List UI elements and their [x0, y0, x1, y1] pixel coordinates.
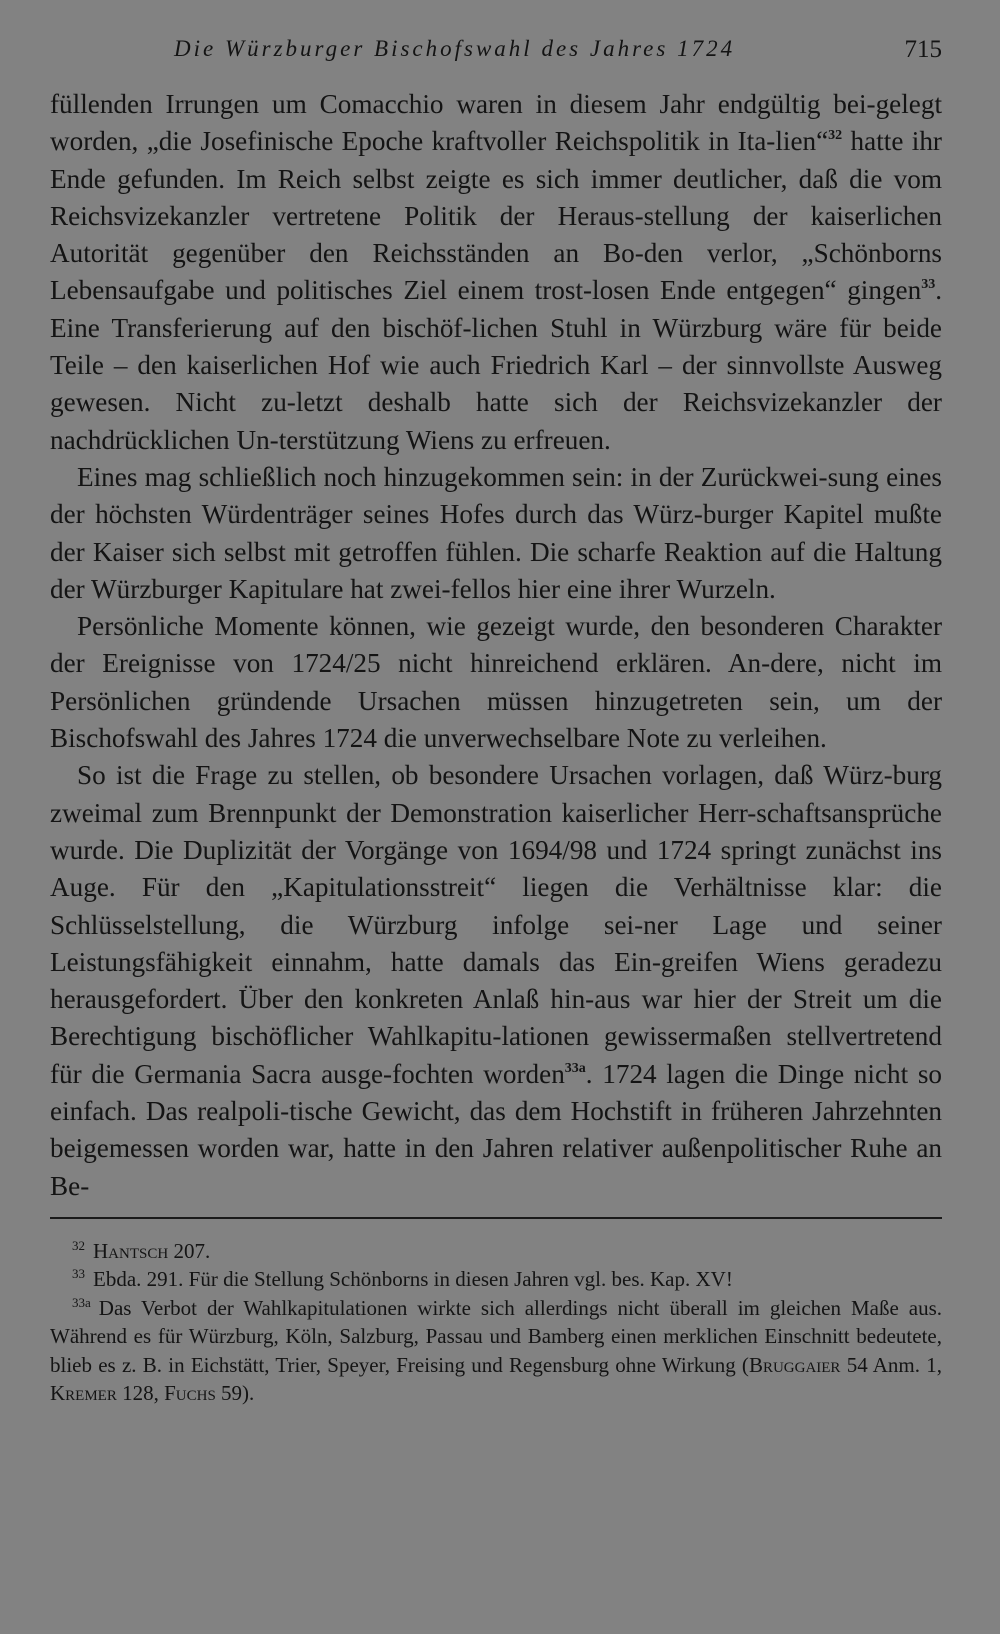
footnote-author: Fuchs	[164, 1381, 216, 1406]
running-head	[50, 30, 942, 70]
paragraph-3: Persönliche Momente können, wie gezeigt wurde, den besonderen Charakter der Ereignisse von 1724/25 nicht hinreichend erklären. An-dere, nicht im Persönlichen gründende Ursachen müssen hinzugetreten sein, um der Bischofswahl des Jahres 1724 die unverwechselbare Note zu verleihen.	[50, 611, 942, 754]
footnote-text: Das Verbot der Wahlkapitulationen wirkte sich allerdings nicht überall im gleichen Maße aus. Während es für Würzburg, Köln, Salzburg, Passau und Bamberg einen merklichen Einschnitt bedeutete, blieb es z. B. in Eichstätt, Trier, Speyer, Freising und Regensburg ohne Wirkung (	[50, 1295, 942, 1377]
footnote-author: Bruggaier	[748, 1352, 841, 1377]
footnote-mark: 33	[72, 1266, 85, 1282]
footnote-ref-32: 32	[828, 128, 843, 144]
footnote-33	[50, 1265, 942, 1294]
paragraph-1-text-a: füllenden Irrungen um Comacchio waren in diesem Jahr endgültig bei-gelegt worden, „die Josefinische Epoche kraftvoller Reichspolitik in Ita-lien“	[50, 89, 942, 157]
footnote-mark: 33a	[72, 1294, 91, 1310]
paragraph-4-text-a: So ist die Frage zu stellen, ob besondere Ursachen vorlagen, daß Würz-burg zweimal zum Brennpunkt der Demonstration kaiserlicher Herr-schaftsansprüche wurde. Die Duplizität der Vorgänge von 1694/98 und 1724 springt zunächst ins Auge. Für den „Kapitulationsstreit“ liegen die Verhältnisse klar: die Schlüsselstellung, die Würzburg infolge sei-ner Lage und seiner Leistungsfähigkeit einnahm, hatte damals das Ein-greifen Wiens geradezu herausgefordert. Über den konkreten Anlaß hin-aus war hier der Streit um die Berechtigung bischöflicher Wahlkapitu-lationen gewissermaßen stellvertretend für die Germania Sacra ausge-fochten worden	[50, 760, 942, 1089]
footnote-divider	[50, 1217, 942, 1219]
paragraph-1-text-b: hatte ihr Ende gefunden. Im Reich selbst zeigte es sich immer deutlicher, daß die vom Reichsvizekanzler vertretene Politik der Heraus-stellung der kaiserlichen Autorität gegenüber den Reichsständen an Bo-den verlor, „Schönborns Lebensaufgabe und politisches Ziel einem trost-losen Ende entgegen“ gingen	[50, 126, 942, 306]
footnote-33a	[50, 1294, 942, 1408]
paragraph-4	[50, 757, 942, 1205]
footnote-text: 59).	[215, 1381, 255, 1406]
footnote-ref-33: 33	[921, 277, 936, 293]
footnote-text: 54 Anm. 1,	[840, 1352, 943, 1377]
footnotes	[50, 1237, 942, 1408]
paragraph-1-text-c: . Eine Transferierung auf den bischöf-lichen Stuhl in Würzburg wäre für beide Teile – den kaiserlichen Hof wie auch Friedrich Karl – der sinnvollste Ausweg gewesen. Nicht zu-letzt deshalb hatte sich der Reichsvizekanzler der nachdrücklichen Un-terstützung Wiens zu erfreuen.	[50, 275, 942, 455]
paragraph-2: Eines mag schließlich noch hinzugekommen sein: in der Zurückwei-sung eines der höchsten Würdenträger seines Hofes durch das Würz-burger Kapitel mußte der Kaiser sich selbst mit getroffen fühlen. Die scharfe Reaktion auf die Haltung der Würzburger Kapitulare hat zwei-fellos hier eine ihrer Wurzeln.	[50, 461, 942, 604]
main-text	[50, 86, 942, 1205]
footnote-32	[50, 1237, 942, 1266]
footnote-text: 207.	[168, 1238, 211, 1263]
footnote-ref-33a: 33a	[564, 1060, 586, 1076]
page-number: 715	[904, 36, 942, 63]
paragraph-4-text-b: . 1724 lagen die Dinge nicht so einfach. Das realpoli-tische Gewicht, das dem Hochstift in früheren Jahrzehnten beigemessen worden war, hatte in den Jahren relativer außenpolitischer Ruhe an Be-	[50, 1058, 942, 1201]
footnote-text: Ebda. 291. Für die Stellung Schönborns in diesen Jahren vgl. bes. Kap. XV!	[93, 1267, 733, 1292]
footnote-author: Hantsch	[93, 1238, 169, 1263]
footnote-text: 128,	[116, 1381, 165, 1406]
footnote-mark: 32	[72, 1237, 85, 1253]
paragraph-1	[50, 86, 942, 459]
footnote-author: Kremer	[50, 1381, 117, 1406]
running-title: Die Würzburger Bischofswahl des Jahres 1724	[174, 36, 736, 61]
